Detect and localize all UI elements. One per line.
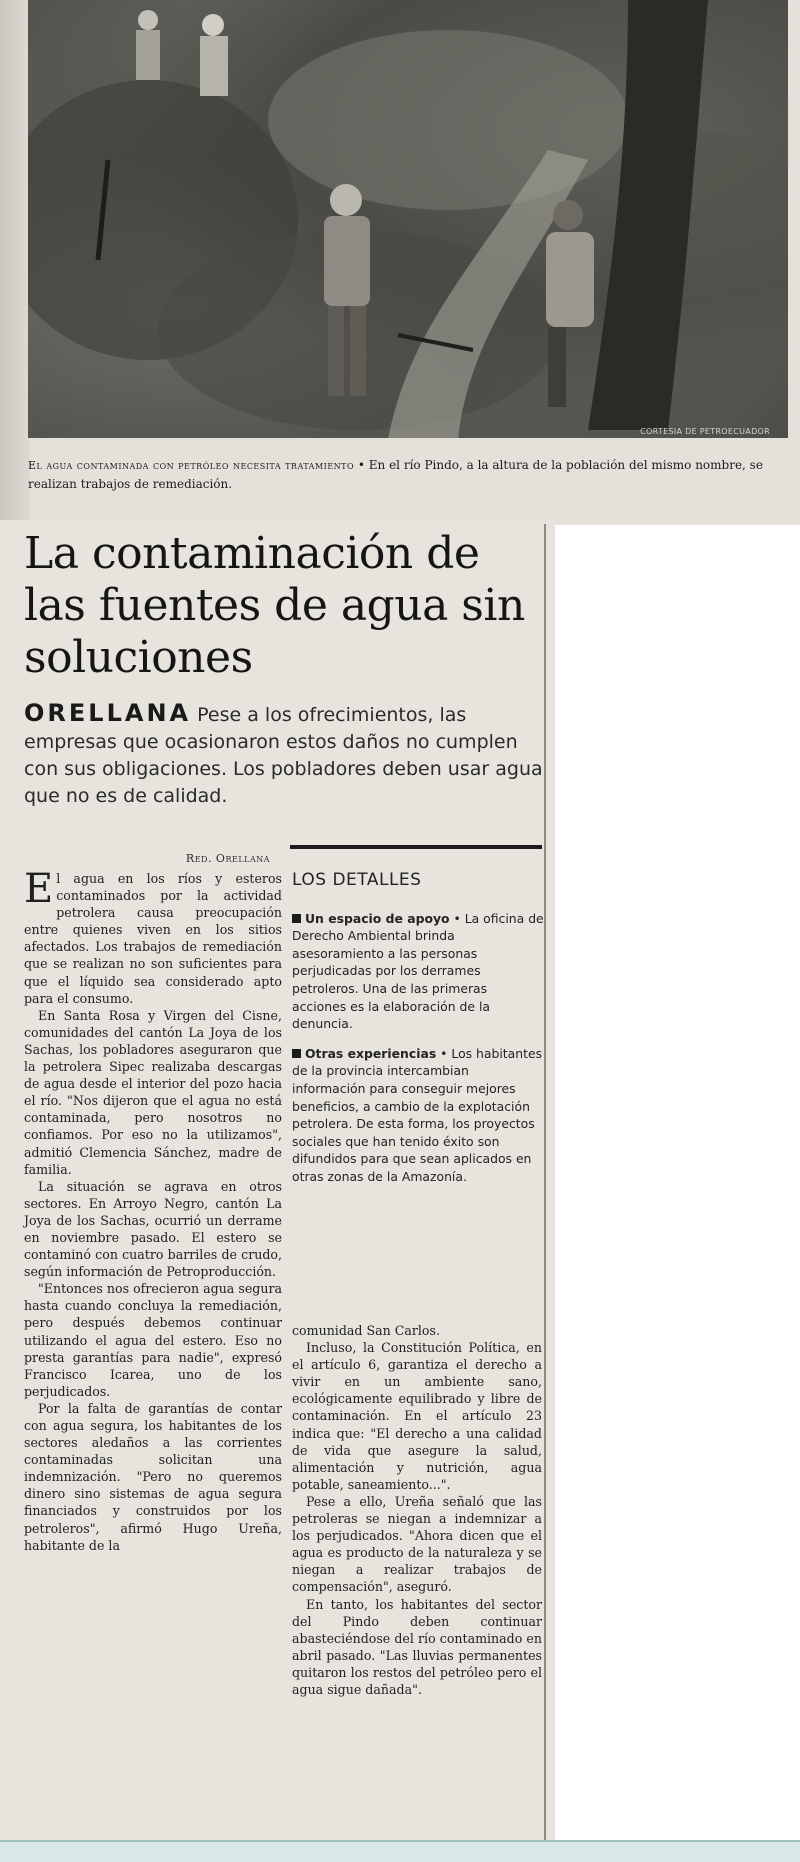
sidebar-item: Otras experiencias • Los habitantes de la provincia intercambian información para conseguir mejores beneficios, a cambio de la explotación petrolera. De esta forma, los proyectos sociales que han tenido éxito son difundidos para que sean aplicados en otras zonas de la Amazonía. [292, 1045, 543, 1184]
paragraph-text: l agua en los ríos y esteros contaminados por la actividad petrolera causa preocupación entre quienes viven en los sitios afectados. Los trabajos de remediación que se realizan no son suficientes para que el líquido sea considerado apto para el consumo. [24, 871, 282, 1006]
photo-caption [28, 456, 788, 493]
photo-credit: CORTESIA DE PETROECUADOR [640, 427, 770, 436]
dek-kicker: ORELLANA [24, 699, 192, 727]
article-dek [24, 700, 544, 810]
paragraph: En Santa Rosa y Virgen del Cisne, comunidades del cantón La Joya de los Sachas, los pobladores aseguraron que la petrolera Sipec realizaba descargas de agua desde el interior del pozo hacia el río. "Nos dijeron que el agua no está contaminada, pero nosotros no confiamos. Por eso no la utilizamos", admitió Clemencia Sánchez, madre de familia. [24, 1007, 282, 1177]
caption-text: En el río Pindo, a la altura de la población del mismo nombre, se realizan trabajos de remediación. [28, 458, 763, 491]
sidebar-title: LOS DETALLES [292, 870, 422, 890]
caption-separator: • [354, 458, 369, 472]
news-photo [28, 0, 788, 438]
drop-cap: E [24, 866, 54, 912]
sidebar-rule [290, 845, 542, 849]
bullet-square-icon [292, 914, 301, 923]
article-headline: La contaminación de las fuentes de agua sin soluciones [24, 528, 525, 683]
paragraph: Por la falta de garantías de contar con agua segura, los habitantes de los sectores aledaños a las corrientes contaminadas solicitan una indemnización. "Pero no queremos dinero sino sistemas de agua segura financiados y construidos por los petroleros", afirmó Hugo Ureña, habitante de la [24, 1400, 282, 1553]
viewer-bottom-bar [0, 1840, 800, 1862]
paragraph: Pese a ello, Ureña señaló que las petroleras se niegan a indemnizar a los perjudicados. "Ahora dicen que el agua es producto de la naturaleza y se niegan a realizar trabajos de compensación", aseguró. [292, 1493, 542, 1595]
sidebar-item-title: Otras experiencias [305, 1045, 437, 1061]
paragraph: La situación se agrava en otros sectores. En Arroyo Negro, cantón La Joya de los Sachas, ocurrió un derrame en noviembre pasado. El estero se contaminó con cuatro barriles de crudo, según información de Petroproducción. [24, 1178, 282, 1280]
article-column-left [24, 866, 282, 1554]
paragraph: En tanto, los habitantes del sector del Pindo deben continuar abasteciéndose del río contaminado en abril pasado. "Las lluvias permanentes quitaron los restos del petróleo pero el agua sigue dañada". [292, 1596, 542, 1697]
paragraph [24, 866, 282, 1007]
paragraph: Incluso, la Constitución Política, en el artículo 6, garantiza el derecho a vivir en un ambiente sano, ecológicamente equilibrado y libre de contaminación. En el artículo 23 indica que: "El derecho a una calidad de vida que asegure la salud, alimentación y nutrición, agua potable, saneamiento...". [292, 1340, 542, 1492]
byline: Red. Orellana [185, 852, 270, 865]
sidebar-item-text: La oficina de Derecho Ambiental brinda asesoramiento a las personas perjudicadas por los derrames petroleros. Una de las primeras acciones es la elaboración de la denuncia. [292, 910, 544, 1032]
bullet-square-icon [292, 1049, 301, 1058]
sidebar-item-title: Un espacio de apoyo [305, 910, 450, 926]
details-sidebar [292, 872, 544, 1198]
photo-scene [28, 0, 788, 438]
paragraph: comunidad San Carlos. [292, 1323, 440, 1338]
column-divider [544, 524, 546, 1840]
dek-text: Pese a los ofrecimientos, las empresas que ocasionaron estos daños no cumplen con sus obligaciones. Los pobladores deben usar agua que no es de calidad. [24, 704, 543, 807]
article-column-right [292, 1322, 542, 1698]
paragraph: "Entonces nos ofrecieron agua segura hasta cuando concluya la remediación, pero después debemos continuar utilizando el agua del estero. Eso no presta garantías para nadie", expresó Francisco Icarea, uno de los perjudicados. [24, 1281, 282, 1399]
caption-lead: El agua contaminada con petróleo necesita tratamiento [28, 459, 355, 472]
sidebar-item: Un espacio de apoyo • La oficina de Derecho Ambiental brinda asesoramiento a las personas perjudicadas por los derrames petroleros. Una de las primeras acciones es la elaboración de la denuncia. [292, 910, 544, 1032]
sidebar-item-text: Los habitantes de la provincia intercambian información para conseguir mejores beneficios, a cambio de la explotación petrolera. De esta forma, los proyectos sociales que han tenido éxito son difundidos para que sean aplicados en otras zonas de la Amazonía. [292, 1045, 543, 1184]
